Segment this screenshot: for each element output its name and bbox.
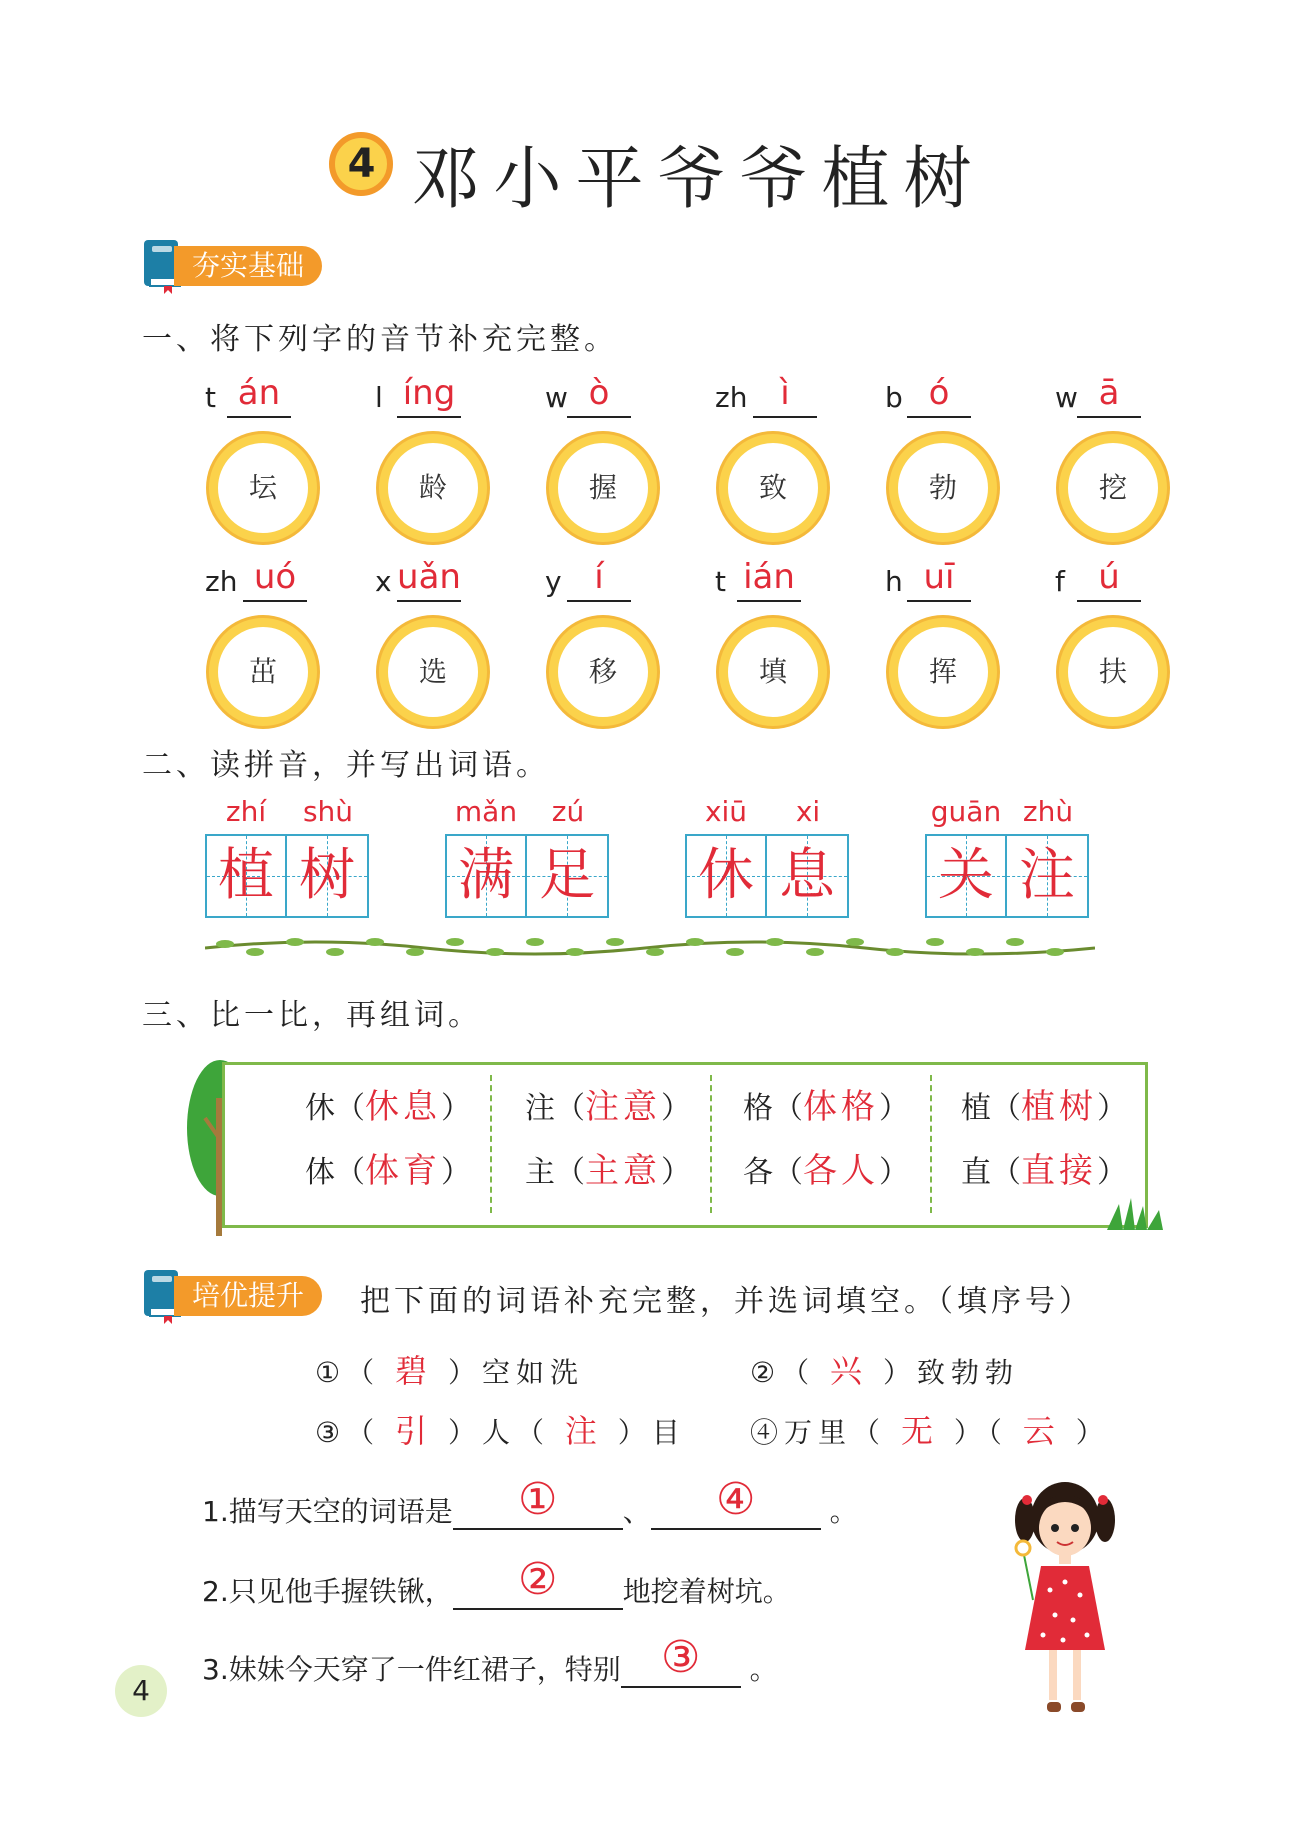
compare-row: 格（体格） — [743, 1087, 909, 1127]
pinyin-initial: x — [375, 565, 392, 598]
idiom-1: ①（ 碧 ）空如洗 — [315, 1352, 584, 1390]
written-char: 息 — [779, 843, 835, 908]
fill-question-2: 2.只见他手握铁锹， ② 地挖着树坑。 — [202, 1554, 791, 1608]
fill-question-3: 3.妹妹今天穿了一件红裙子，特别 ③ 。 — [202, 1632, 778, 1686]
pinyin-answer-blank[interactable]: án — [227, 370, 291, 418]
compare-answer[interactable]: 植树 — [1021, 1087, 1097, 1127]
pinyin-line — [545, 552, 695, 602]
tianzige-cell[interactable] — [1007, 836, 1087, 916]
pinyin-initial: zh — [205, 565, 238, 598]
compare-answer[interactable]: 各人 — [803, 1151, 879, 1191]
compare-column — [961, 1075, 1127, 1215]
tianzige-cell[interactable] — [767, 836, 847, 916]
word-pinyin: xi — [795, 795, 821, 828]
word-pinyin: guān — [930, 795, 1002, 828]
fill-blank[interactable]: ② — [453, 1574, 623, 1610]
pinyin-cell — [885, 552, 1035, 602]
lesson-title-text: 邓小平爷爷植树 — [411, 140, 986, 219]
tianzige-cell[interactable] — [527, 836, 607, 916]
flower-char-badge: 挖 — [1059, 434, 1167, 542]
lesson-number-badge: 4 — [329, 132, 393, 196]
compare-char: 格 — [743, 1091, 773, 1126]
pinyin-cell — [375, 368, 525, 418]
pinyin-line — [205, 552, 355, 602]
flower-char-badge: 选 — [379, 618, 487, 726]
compare-answer[interactable]: 休息 — [365, 1087, 441, 1127]
flower-char-badge: 握 — [549, 434, 657, 542]
section-2-prompt: 把下面的词语补充完整，并选词填空。（填序号） — [360, 1284, 1093, 1319]
compare-char: 体 — [305, 1155, 335, 1190]
pinyin-cell — [205, 368, 355, 418]
pinyin-answer-blank[interactable]: ā — [1077, 370, 1141, 418]
compare-box — [222, 1062, 1148, 1228]
idiom-4-answer-a: 无 — [900, 1412, 939, 1450]
written-char: 满 — [458, 843, 514, 908]
question-2-prompt: 二、读拼音，并写出词语。 — [142, 748, 550, 783]
pinyin-answer-blank[interactable]: uǎn — [397, 554, 461, 602]
tianzige-grid — [205, 834, 369, 918]
compare-row: 各（各人） — [743, 1151, 909, 1191]
idiom-3-answer-a: 引 — [395, 1412, 434, 1450]
fill-blank[interactable]: ④ — [651, 1494, 821, 1530]
section-tag-label: 培优提升 — [174, 1276, 322, 1316]
written-char: 树 — [299, 843, 355, 908]
compare-answer[interactable]: 体育 — [365, 1151, 441, 1191]
question-3-prompt: 三、比一比，再组词。 — [142, 998, 482, 1033]
compare-row: 体（体育） — [305, 1151, 471, 1191]
pinyin-answer-blank[interactable]: ò — [567, 370, 631, 418]
pinyin-answer-blank[interactable]: ì — [753, 370, 817, 418]
pinyin-answer-blank[interactable]: ó — [907, 370, 971, 418]
idiom-3-answer-b: 注 — [564, 1412, 603, 1450]
word-pinyin: zhí — [225, 795, 267, 828]
pinyin-initial: l — [375, 381, 383, 414]
flower-char-badge: 茁 — [209, 618, 317, 726]
pinyin-initial: f — [1055, 565, 1065, 598]
idiom-2-answer: 兴 — [830, 1352, 869, 1390]
tianzige-grid — [685, 834, 849, 918]
tianzige-cell[interactable] — [207, 836, 287, 916]
fill-question-1: 1.描写天空的词语是 ① 、 ④ 。 — [202, 1474, 858, 1528]
compare-answer[interactable]: 主意 — [585, 1151, 661, 1191]
pinyin-cell — [1055, 368, 1205, 418]
fill-blank[interactable]: ① — [453, 1494, 623, 1530]
idiom-1-answer: 碧 — [395, 1352, 434, 1390]
written-char: 休 — [698, 843, 754, 908]
word-pinyin: mǎn — [454, 795, 518, 828]
column-separator — [930, 1075, 932, 1213]
compare-row: 休（休息） — [305, 1087, 471, 1127]
word-pinyin: xiū — [704, 795, 748, 828]
tianzige-grid — [445, 834, 609, 918]
pinyin-initial: w — [545, 381, 568, 414]
pinyin-initial: zh — [715, 381, 748, 414]
written-char: 注 — [1019, 843, 1075, 908]
pinyin-line — [375, 368, 525, 418]
compare-char: 直 — [961, 1155, 991, 1190]
compare-char: 各 — [743, 1155, 773, 1190]
compare-char: 主 — [525, 1155, 555, 1190]
compare-answer[interactable]: 体格 — [803, 1087, 879, 1127]
pinyin-cell — [1055, 552, 1205, 602]
pinyin-answer-blank[interactable]: ú — [1077, 554, 1141, 602]
pinyin-line — [885, 552, 1035, 602]
pinyin-answer-blank[interactable]: í — [567, 554, 631, 602]
pinyin-cell — [715, 552, 865, 602]
pinyin-initial: t — [205, 381, 216, 414]
pinyin-answer-blank[interactable]: íng — [397, 370, 461, 418]
pinyin-cell — [545, 552, 695, 602]
pinyin-initial: t — [715, 565, 726, 598]
compare-row: 植（植树） — [961, 1087, 1127, 1127]
page-number: 4 — [115, 1665, 167, 1717]
compare-char: 休 — [305, 1091, 335, 1126]
tianzige-cell[interactable] — [927, 836, 1007, 916]
flower-char-badge: 填 — [719, 618, 827, 726]
idiom-4: ④万里（ 无 ）（ 云 ） — [750, 1412, 1110, 1450]
pinyin-line — [1055, 368, 1205, 418]
girl-illustration — [1005, 1470, 1125, 1720]
pinyin-line — [205, 368, 355, 418]
pinyin-cell — [205, 552, 355, 602]
lesson-title — [0, 125, 1315, 222]
pinyin-answer-blank[interactable]: ián — [737, 554, 801, 602]
compare-row: 主（主意） — [525, 1151, 691, 1191]
pinyin-cell — [885, 368, 1035, 418]
column-separator — [490, 1075, 492, 1213]
written-char: 植 — [218, 843, 274, 908]
grass-icon — [1105, 1196, 1165, 1232]
pinyin-answer-blank[interactable]: uó — [243, 554, 307, 602]
compare-row: 注（注意） — [525, 1087, 691, 1127]
tianzige-grid — [925, 834, 1089, 918]
idiom-4-answer-b: 云 — [1022, 1412, 1061, 1450]
written-char: 足 — [539, 843, 595, 908]
pinyin-initial: h — [885, 565, 903, 598]
question-1-prompt: 一、将下列字的音节补充完整。 — [142, 322, 618, 357]
word-pinyin: zú — [551, 795, 585, 828]
column-separator — [710, 1075, 712, 1213]
compare-answer[interactable]: 直接 — [1021, 1151, 1097, 1191]
pinyin-line — [1055, 552, 1205, 602]
vine-divider — [205, 930, 1095, 966]
pinyin-line — [375, 552, 525, 602]
pinyin-line — [885, 368, 1035, 418]
pinyin-cell — [715, 368, 865, 418]
tianzige-cell[interactable] — [447, 836, 527, 916]
compare-row: 直（直接） — [961, 1151, 1127, 1191]
flower-char-badge: 移 — [549, 618, 657, 726]
pinyin-line — [545, 368, 695, 418]
compare-column — [525, 1075, 691, 1215]
idiom-3: ③（ 引 ）人（ 注 ）目 — [315, 1412, 686, 1450]
compare-column — [305, 1075, 471, 1215]
pinyin-answer-blank[interactable]: uī — [907, 554, 971, 602]
written-char: 关 — [938, 843, 994, 908]
compare-char: 植 — [961, 1091, 991, 1126]
tianzige-cell[interactable] — [287, 836, 367, 916]
pinyin-line — [715, 552, 865, 602]
pinyin-line — [715, 368, 865, 418]
pinyin-initial: y — [545, 565, 562, 598]
fill-blank[interactable]: ③ — [621, 1652, 741, 1688]
compare-column — [743, 1075, 909, 1215]
flower-char-badge: 扶 — [1059, 618, 1167, 726]
word-pinyin: zhù — [1022, 795, 1074, 828]
flower-char-badge: 挥 — [889, 618, 997, 726]
pinyin-cell — [545, 368, 695, 418]
idiom-2: ②（ 兴 ）致勃勃 — [750, 1352, 1019, 1390]
word-pinyin: shù — [302, 795, 354, 828]
flower-char-badge: 致 — [719, 434, 827, 542]
flower-char-badge: 龄 — [379, 434, 487, 542]
tianzige-cell[interactable] — [687, 836, 767, 916]
pinyin-initial: b — [885, 381, 903, 414]
compare-char: 注 — [525, 1091, 555, 1126]
section-tag-label: 夯实基础 — [174, 246, 322, 286]
compare-answer[interactable]: 注意 — [585, 1087, 661, 1127]
flower-char-badge: 勃 — [889, 434, 997, 542]
flower-char-badge: 坛 — [209, 434, 317, 542]
pinyin-cell — [375, 552, 525, 602]
pinyin-initial: w — [1055, 381, 1078, 414]
